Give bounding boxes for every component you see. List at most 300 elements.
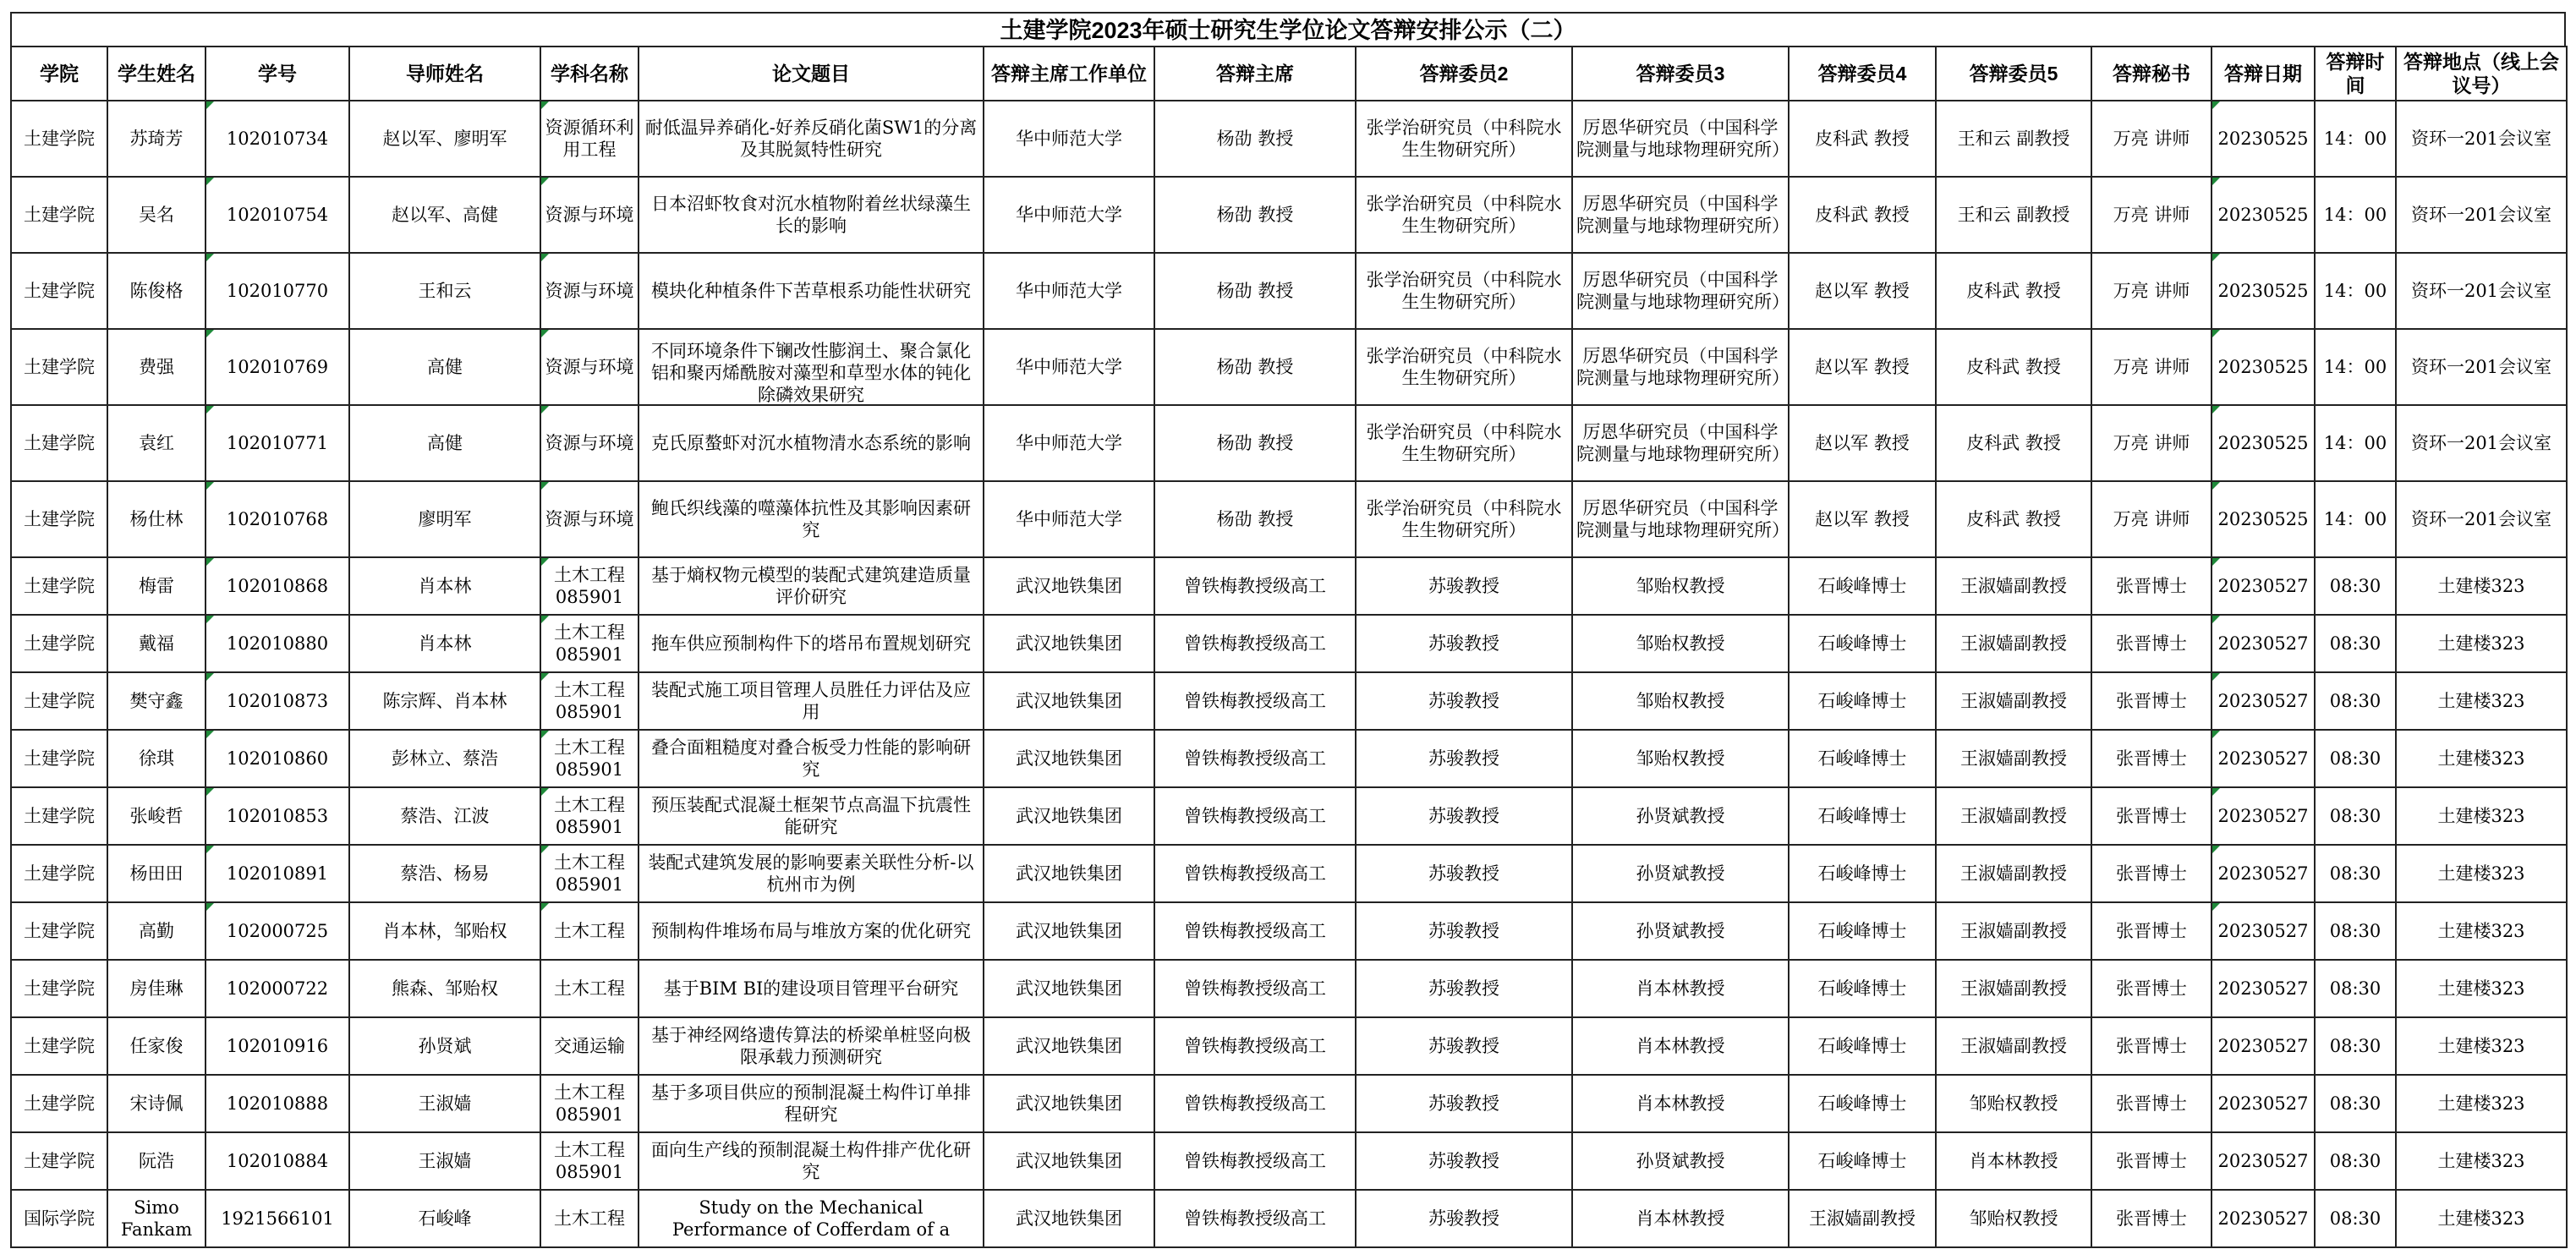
table-cell[interactable]: 梅雷 [107, 557, 206, 615]
table-cell[interactable]: 土建学院 [11, 845, 107, 902]
table-cell[interactable]: 石峻峰博士 [1789, 902, 1936, 960]
table-cell[interactable]: 武汉地铁集团 [984, 960, 1154, 1017]
table-cell[interactable]: 20230527 [2212, 902, 2315, 960]
table-cell[interactable]: 资源循环利用工程 [540, 101, 639, 177]
table-row[interactable] [11, 845, 2567, 902]
table-cell[interactable]: 杨劭 教授 [1154, 101, 1356, 177]
table-cell[interactable]: 孙贤斌 [349, 1017, 540, 1075]
table-cell[interactable]: 土建楼323 [2396, 730, 2567, 787]
table-cell[interactable]: 武汉地铁集团 [984, 1075, 1154, 1132]
table-cell[interactable]: 万亮 讲师 [2091, 101, 2212, 177]
table-row[interactable] [11, 405, 2567, 481]
table-cell[interactable]: 张晋博士 [2091, 1017, 2212, 1075]
column-header[interactable]: 答辩委员3 [1572, 47, 1789, 101]
table-cell[interactable]: 张晋博士 [2091, 960, 2212, 1017]
table-cell[interactable] [639, 1190, 984, 1247]
table-cell[interactable]: 吴名 [107, 177, 206, 253]
table-cell[interactable]: 王淑嫱副教授 [1936, 672, 2091, 730]
table-cell[interactable] [1572, 329, 1789, 405]
table-cell[interactable] [1356, 253, 1572, 329]
table-cell[interactable]: 张晋博士 [2091, 672, 2212, 730]
table-row[interactable] [11, 902, 2567, 960]
table-cell[interactable]: 石峻峰博士 [1789, 1132, 1936, 1190]
table-cell[interactable]: 20230525 [2212, 405, 2315, 481]
table-cell[interactable]: 王淑嫱 [349, 1075, 540, 1132]
table-cell[interactable]: 曾铁梅教授级高工 [1154, 960, 1356, 1017]
table-cell[interactable]: 戴福 [107, 615, 206, 672]
table-row[interactable] [11, 253, 2567, 329]
table-cell[interactable]: 20230527 [2212, 1190, 2315, 1247]
table-cell[interactable]: 陈俊格 [107, 253, 206, 329]
table-cell[interactable] [1356, 902, 1572, 960]
table-cell[interactable]: 张晋博士 [2091, 1075, 2212, 1132]
table-cell[interactable]: 石峻峰博士 [1789, 615, 1936, 672]
table-cell[interactable] [639, 405, 984, 481]
table-cell[interactable]: 石峻峰博士 [1789, 1075, 1936, 1132]
table-cell[interactable]: 20230527 [2212, 787, 2315, 845]
table-cell[interactable]: 102010734 [206, 101, 349, 177]
table-cell[interactable]: 102010860 [206, 730, 349, 787]
table-cell[interactable] [1356, 329, 1572, 405]
table-cell[interactable]: 皮科武 教授 [1789, 101, 1936, 177]
table-cell[interactable]: 08:30 [2315, 1017, 2396, 1075]
table-cell[interactable]: 王淑嫱 [349, 1132, 540, 1190]
column-header[interactable]: 答辩委员4 [1789, 47, 1936, 101]
table-cell[interactable]: 土建楼323 [2396, 845, 2567, 902]
table-cell[interactable] [1572, 481, 1789, 557]
table-cell[interactable]: 万亮 讲师 [2091, 329, 2212, 405]
table-cell[interactable] [1356, 101, 1572, 177]
table-cell[interactable]: 102010768 [206, 481, 349, 557]
table-cell[interactable]: 土建楼323 [2396, 1190, 2567, 1247]
table-cell[interactable]: 肖本林 [349, 557, 540, 615]
table-cell[interactable] [1356, 845, 1572, 902]
table-cell[interactable]: 邹贻权教授 [1936, 1075, 2091, 1132]
table-cell[interactable]: 土木工程085901 [540, 845, 639, 902]
table-cell[interactable]: 赵以军、高健 [349, 177, 540, 253]
table-cell[interactable] [1572, 902, 1789, 960]
table-cell[interactable]: 20230527 [2212, 845, 2315, 902]
table-cell[interactable]: 廖明军 [349, 481, 540, 557]
table-row[interactable] [11, 557, 2567, 615]
table-cell[interactable]: 102010770 [206, 253, 349, 329]
table-cell[interactable]: 石峻峰博士 [1789, 787, 1936, 845]
table-cell[interactable]: 张峻哲 [107, 787, 206, 845]
table-cell[interactable] [1572, 1132, 1789, 1190]
column-header[interactable]: 答辩日期 [2212, 47, 2315, 101]
table-cell[interactable] [1356, 557, 1572, 615]
table-cell[interactable]: 20230527 [2212, 557, 2315, 615]
table-cell[interactable]: 杨劭 教授 [1154, 405, 1356, 481]
table-cell[interactable]: 土木工程 [540, 902, 639, 960]
table-row[interactable] [11, 615, 2567, 672]
table-cell[interactable]: 曾铁梅教授级高工 [1154, 902, 1356, 960]
table-cell[interactable]: 石峻峰博士 [1789, 557, 1936, 615]
table-cell[interactable]: 14：00 [2315, 177, 2396, 253]
table-cell[interactable]: 土建学院 [11, 960, 107, 1017]
table-row[interactable] [11, 1017, 2567, 1075]
table-cell[interactable]: 20230527 [2212, 1132, 2315, 1190]
table-cell[interactable]: 石峻峰博士 [1789, 730, 1936, 787]
table-cell[interactable]: 102010880 [206, 615, 349, 672]
table-cell[interactable]: 资源与环境 [540, 329, 639, 405]
table-cell[interactable]: 武汉地铁集团 [984, 1132, 1154, 1190]
table-cell[interactable] [639, 787, 984, 845]
table-cell[interactable]: 102010873 [206, 672, 349, 730]
table-cell[interactable]: 华中师范大学 [984, 177, 1154, 253]
table-cell[interactable]: 资环一201会议室 [2396, 481, 2567, 557]
table-cell[interactable]: 蔡浩、江波 [349, 787, 540, 845]
table-cell[interactable]: 王和云 副教授 [1936, 177, 2091, 253]
table-cell[interactable]: 08:30 [2315, 1075, 2396, 1132]
table-cell[interactable]: 石峻峰博士 [1789, 672, 1936, 730]
table-cell[interactable] [1356, 1017, 1572, 1075]
table-cell[interactable]: 张晋博士 [2091, 1190, 2212, 1247]
table-cell[interactable]: 土建楼323 [2396, 1075, 2567, 1132]
table-cell[interactable] [639, 101, 984, 177]
table-cell[interactable]: 皮科武 教授 [1936, 329, 2091, 405]
table-cell[interactable]: 武汉地铁集团 [984, 557, 1154, 615]
table-cell[interactable]: 08:30 [2315, 787, 2396, 845]
table-cell[interactable]: 曾铁梅教授级高工 [1154, 1075, 1356, 1132]
table-cell[interactable]: 张晋博士 [2091, 730, 2212, 787]
table-cell[interactable]: 皮科武 教授 [1936, 481, 2091, 557]
column-header[interactable]: 答辩时间 [2315, 47, 2396, 101]
column-header[interactable]: 答辩主席 [1154, 47, 1356, 101]
table-cell[interactable]: 阮浩 [107, 1132, 206, 1190]
table-cell[interactable] [1572, 1075, 1789, 1132]
table-cell[interactable]: 102010754 [206, 177, 349, 253]
table-cell[interactable] [639, 557, 984, 615]
table-cell[interactable] [1572, 845, 1789, 902]
column-header[interactable]: 学院 [11, 47, 107, 101]
table-cell[interactable]: 土木工程 [540, 960, 639, 1017]
table-cell[interactable]: 20230525 [2212, 329, 2315, 405]
table-cell[interactable]: 资源与环境 [540, 253, 639, 329]
table-cell[interactable]: 08:30 [2315, 730, 2396, 787]
table-cell[interactable]: 任家俊 [107, 1017, 206, 1075]
table-cell[interactable]: 赵以军 教授 [1789, 481, 1936, 557]
table-cell[interactable]: 20230525 [2212, 177, 2315, 253]
table-cell[interactable]: 肖本林 [349, 615, 540, 672]
table-cell[interactable]: 土建学院 [11, 672, 107, 730]
table-cell[interactable]: Simo Fankam [107, 1190, 206, 1247]
table-cell[interactable]: 1921566101 [206, 1190, 349, 1247]
table-cell[interactable]: 石峻峰博士 [1789, 845, 1936, 902]
table-cell[interactable]: 徐琪 [107, 730, 206, 787]
table-cell[interactable]: 土建楼323 [2396, 615, 2567, 672]
table-cell[interactable]: 武汉地铁集团 [984, 1017, 1154, 1075]
column-header[interactable]: 答辩委员5 [1936, 47, 2091, 101]
table-cell[interactable]: 14：00 [2315, 481, 2396, 557]
table-cell[interactable]: 土木工程 [540, 1190, 639, 1247]
table-cell[interactable]: 万亮 讲师 [2091, 177, 2212, 253]
table-cell[interactable]: 陈宗辉、肖本林 [349, 672, 540, 730]
table-cell[interactable]: 土建学院 [11, 177, 107, 253]
table-cell[interactable]: 102010853 [206, 787, 349, 845]
table-row[interactable] [11, 787, 2567, 845]
table-cell[interactable] [1572, 405, 1789, 481]
table-cell[interactable]: 皮科武 教授 [1789, 177, 1936, 253]
table-cell[interactable]: 14：00 [2315, 253, 2396, 329]
table-cell[interactable]: 万亮 讲师 [2091, 253, 2212, 329]
table-cell[interactable]: 曾铁梅教授级高工 [1154, 557, 1356, 615]
table-row[interactable] [11, 481, 2567, 557]
table-cell[interactable]: 彭林立、蔡浩 [349, 730, 540, 787]
table-cell[interactable]: 高勤 [107, 902, 206, 960]
table-cell[interactable]: 20230527 [2212, 615, 2315, 672]
column-header[interactable]: 答辩委员2 [1356, 47, 1572, 101]
table-cell[interactable]: 宋诗佩 [107, 1075, 206, 1132]
table-cell[interactable]: 王淑嫱副教授 [1936, 615, 2091, 672]
table-cell[interactable]: 资源与环境 [540, 481, 639, 557]
table-cell[interactable] [1356, 177, 1572, 253]
table-row[interactable] [11, 960, 2567, 1017]
table-cell[interactable]: 武汉地铁集团 [984, 902, 1154, 960]
table-cell[interactable]: 102010884 [206, 1132, 349, 1190]
table-cell[interactable] [1572, 672, 1789, 730]
table-cell[interactable]: 20230527 [2212, 1017, 2315, 1075]
table-cell[interactable]: 土木工程085901 [540, 730, 639, 787]
table-cell[interactable]: 土木工程085901 [540, 672, 639, 730]
table-cell[interactable]: 08:30 [2315, 1190, 2396, 1247]
table-cell[interactable] [1572, 1017, 1789, 1075]
table-cell[interactable]: 曾铁梅教授级高工 [1154, 787, 1356, 845]
table-cell[interactable]: 土建学院 [11, 787, 107, 845]
table-cell[interactable]: 资环一201会议室 [2396, 177, 2567, 253]
table-cell[interactable]: 华中师范大学 [984, 405, 1154, 481]
table-cell[interactable]: 武汉地铁集团 [984, 672, 1154, 730]
table-cell[interactable]: 资环一201会议室 [2396, 253, 2567, 329]
table-cell[interactable]: 华中师范大学 [984, 253, 1154, 329]
table-cell[interactable]: 08:30 [2315, 960, 2396, 1017]
column-header[interactable]: 导师姓名 [349, 47, 540, 101]
table-cell[interactable] [639, 672, 984, 730]
table-cell[interactable]: 102010868 [206, 557, 349, 615]
column-header[interactable]: 学号 [206, 47, 349, 101]
table-cell[interactable]: 20230525 [2212, 101, 2315, 177]
table-cell[interactable]: 杨田田 [107, 845, 206, 902]
column-header[interactable]: 学生姓名 [107, 47, 206, 101]
table-cell[interactable] [1572, 615, 1789, 672]
table-cell[interactable]: 土建学院 [11, 1017, 107, 1075]
column-header[interactable]: 答辩地点（线上会议号） [2396, 47, 2567, 101]
table-cell[interactable]: 土建楼323 [2396, 960, 2567, 1017]
table-cell[interactable]: 土建学院 [11, 1132, 107, 1190]
table-cell[interactable] [639, 1075, 984, 1132]
table-cell[interactable]: 王淑嫱副教授 [1936, 730, 2091, 787]
table-cell[interactable]: 土建学院 [11, 253, 107, 329]
table-cell[interactable] [1356, 481, 1572, 557]
table-cell[interactable]: 张晋博士 [2091, 615, 2212, 672]
table-cell[interactable]: 102010888 [206, 1075, 349, 1132]
table-cell[interactable]: 曾铁梅教授级高工 [1154, 845, 1356, 902]
table-row[interactable] [11, 1132, 2567, 1190]
table-cell[interactable]: 王淑嫱副教授 [1936, 902, 2091, 960]
table-cell[interactable] [1356, 1190, 1572, 1247]
table-cell[interactable] [1572, 101, 1789, 177]
column-header[interactable]: 答辩秘书 [2091, 47, 2212, 101]
table-cell[interactable]: 08:30 [2315, 672, 2396, 730]
table-cell[interactable]: 高健 [349, 405, 540, 481]
table-cell[interactable]: 资环一201会议室 [2396, 101, 2567, 177]
table-cell[interactable]: 王淑嫱副教授 [1936, 787, 2091, 845]
table-cell[interactable]: 08:30 [2315, 557, 2396, 615]
table-cell[interactable]: 万亮 讲师 [2091, 481, 2212, 557]
table-cell[interactable]: 土建学院 [11, 1075, 107, 1132]
table-cell[interactable]: 张晋博士 [2091, 557, 2212, 615]
table-cell[interactable]: 赵以军 教授 [1789, 329, 1936, 405]
table-cell[interactable]: 王淑嫱副教授 [1936, 1017, 2091, 1075]
table-cell[interactable] [639, 253, 984, 329]
table-cell[interactable]: 资环一201会议室 [2396, 405, 2567, 481]
table-cell[interactable] [1572, 787, 1789, 845]
table-cell[interactable]: 20230525 [2212, 481, 2315, 557]
table-cell[interactable]: 王淑嫱副教授 [1936, 960, 2091, 1017]
table-cell[interactable] [1356, 615, 1572, 672]
table-cell[interactable]: 石峻峰博士 [1789, 1017, 1936, 1075]
table-cell[interactable]: 武汉地铁集团 [984, 730, 1154, 787]
column-header[interactable]: 答辩主席工作单位 [984, 47, 1154, 101]
table-cell[interactable]: 102000722 [206, 960, 349, 1017]
table-cell[interactable]: 华中师范大学 [984, 481, 1154, 557]
table-cell[interactable]: 王淑嫱副教授 [1936, 845, 2091, 902]
table-cell[interactable]: 土木工程085901 [540, 1075, 639, 1132]
table-cell[interactable]: 曾铁梅教授级高工 [1154, 672, 1356, 730]
table-cell[interactable]: 20230525 [2212, 253, 2315, 329]
table-cell[interactable]: 土建楼323 [2396, 902, 2567, 960]
table-cell[interactable]: 苏琦芳 [107, 101, 206, 177]
table-cell[interactable] [1572, 557, 1789, 615]
table-cell[interactable] [639, 960, 984, 1017]
table-cell[interactable]: 袁红 [107, 405, 206, 481]
table-cell[interactable]: 杨劭 教授 [1154, 177, 1356, 253]
table-cell[interactable]: 土建学院 [11, 101, 107, 177]
table-cell[interactable] [639, 845, 984, 902]
table-cell[interactable]: 武汉地铁集团 [984, 1190, 1154, 1247]
table-row[interactable] [11, 1075, 2567, 1132]
table-cell[interactable]: 20230527 [2212, 730, 2315, 787]
table-cell[interactable] [1356, 405, 1572, 481]
table-cell[interactable]: 102010891 [206, 845, 349, 902]
table-cell[interactable]: 杨劭 教授 [1154, 253, 1356, 329]
table-cell[interactable] [1356, 960, 1572, 1017]
table-cell[interactable]: 土建楼323 [2396, 787, 2567, 845]
table-cell[interactable]: 102010916 [206, 1017, 349, 1075]
table-cell[interactable]: 交通运输 [540, 1017, 639, 1075]
table-cell[interactable]: 08:30 [2315, 615, 2396, 672]
table-cell[interactable]: 武汉地铁集团 [984, 787, 1154, 845]
table-cell[interactable]: 曾铁梅教授级高工 [1154, 1017, 1356, 1075]
table-row[interactable] [11, 730, 2567, 787]
table-row[interactable] [11, 672, 2567, 730]
table-row[interactable] [11, 101, 2567, 177]
table-cell[interactable]: 土建学院 [11, 481, 107, 557]
table-cell[interactable] [639, 902, 984, 960]
table-cell[interactable]: 20230527 [2212, 672, 2315, 730]
table-cell[interactable] [1572, 960, 1789, 1017]
table-cell[interactable]: 曾铁梅教授级高工 [1154, 615, 1356, 672]
table-cell[interactable]: 华中师范大学 [984, 329, 1154, 405]
table-row[interactable] [11, 1190, 2567, 1247]
table-row[interactable] [11, 329, 2567, 405]
table-cell[interactable]: 土建学院 [11, 902, 107, 960]
table-cell[interactable]: 赵以军 教授 [1789, 253, 1936, 329]
table-cell[interactable]: 14：00 [2315, 101, 2396, 177]
table-cell[interactable]: 樊守鑫 [107, 672, 206, 730]
table-cell[interactable]: 邹贻权教授 [1936, 1190, 2091, 1247]
column-header[interactable]: 论文题目 [639, 47, 984, 101]
table-cell[interactable]: 石峻峰博士 [1789, 960, 1936, 1017]
table-cell[interactable]: 土建楼323 [2396, 672, 2567, 730]
table-cell[interactable]: 蔡浩、杨易 [349, 845, 540, 902]
table-cell[interactable] [1356, 1132, 1572, 1190]
table-cell[interactable]: 万亮 讲师 [2091, 405, 2212, 481]
table-cell[interactable]: 土建学院 [11, 730, 107, 787]
table-cell[interactable]: 张晋博士 [2091, 787, 2212, 845]
table-cell[interactable]: 资环一201会议室 [2396, 329, 2567, 405]
table-cell[interactable]: 赵以军、廖明军 [349, 101, 540, 177]
table-cell[interactable]: 土建楼323 [2396, 1017, 2567, 1075]
table-cell[interactable]: 102000725 [206, 902, 349, 960]
table-cell[interactable]: 王和云 [349, 253, 540, 329]
table-cell[interactable]: 赵以军 教授 [1789, 405, 1936, 481]
table-cell[interactable]: 王淑嫱副教授 [1789, 1190, 1936, 1247]
table-cell[interactable]: 石峻峰 [349, 1190, 540, 1247]
table-cell[interactable]: 杨仕林 [107, 481, 206, 557]
table-cell[interactable] [1356, 787, 1572, 845]
table-cell[interactable]: 102010769 [206, 329, 349, 405]
table-cell[interactable]: 14：00 [2315, 405, 2396, 481]
table-cell[interactable]: 土木工程085901 [540, 787, 639, 845]
table-cell[interactable]: 曾铁梅教授级高工 [1154, 730, 1356, 787]
table-cell[interactable] [639, 1017, 984, 1075]
table-cell[interactable]: 08:30 [2315, 845, 2396, 902]
table-cell[interactable]: 张晋博士 [2091, 1132, 2212, 1190]
table-cell[interactable]: 土建楼323 [2396, 557, 2567, 615]
table-cell[interactable]: 曾铁梅教授级高工 [1154, 1132, 1356, 1190]
table-cell[interactable]: 14：00 [2315, 329, 2396, 405]
table-cell[interactable]: 王和云 副教授 [1936, 101, 2091, 177]
table-cell[interactable] [1356, 672, 1572, 730]
table-cell[interactable]: 杨劭 教授 [1154, 481, 1356, 557]
table-row[interactable] [11, 177, 2567, 253]
table-cell[interactable] [639, 177, 984, 253]
table-cell[interactable]: 皮科武 教授 [1936, 253, 2091, 329]
table-cell[interactable]: 武汉地铁集团 [984, 615, 1154, 672]
table-cell[interactable] [639, 1132, 984, 1190]
table-cell[interactable] [639, 730, 984, 787]
table-cell[interactable]: 高健 [349, 329, 540, 405]
table-cell[interactable]: 武汉地铁集团 [984, 845, 1154, 902]
table-cell[interactable]: 土建学院 [11, 329, 107, 405]
table-cell[interactable]: 费强 [107, 329, 206, 405]
table-cell[interactable]: 张晋博士 [2091, 845, 2212, 902]
table-cell[interactable]: 土木工程085901 [540, 615, 639, 672]
table-cell[interactable]: 资源与环境 [540, 177, 639, 253]
table-cell[interactable]: 资源与环境 [540, 405, 639, 481]
table-cell[interactable]: 皮科武 教授 [1936, 405, 2091, 481]
table-cell[interactable] [1356, 1075, 1572, 1132]
table-cell[interactable]: 土建学院 [11, 615, 107, 672]
table-cell[interactable] [639, 481, 984, 557]
table-cell[interactable]: 102010771 [206, 405, 349, 481]
table-cell[interactable]: 王淑嫱副教授 [1936, 557, 2091, 615]
table-cell[interactable] [1572, 1190, 1789, 1247]
table-cell[interactable]: 国际学院 [11, 1190, 107, 1247]
table-cell[interactable] [639, 615, 984, 672]
table-cell[interactable]: 熊森、邹贻权 [349, 960, 540, 1017]
